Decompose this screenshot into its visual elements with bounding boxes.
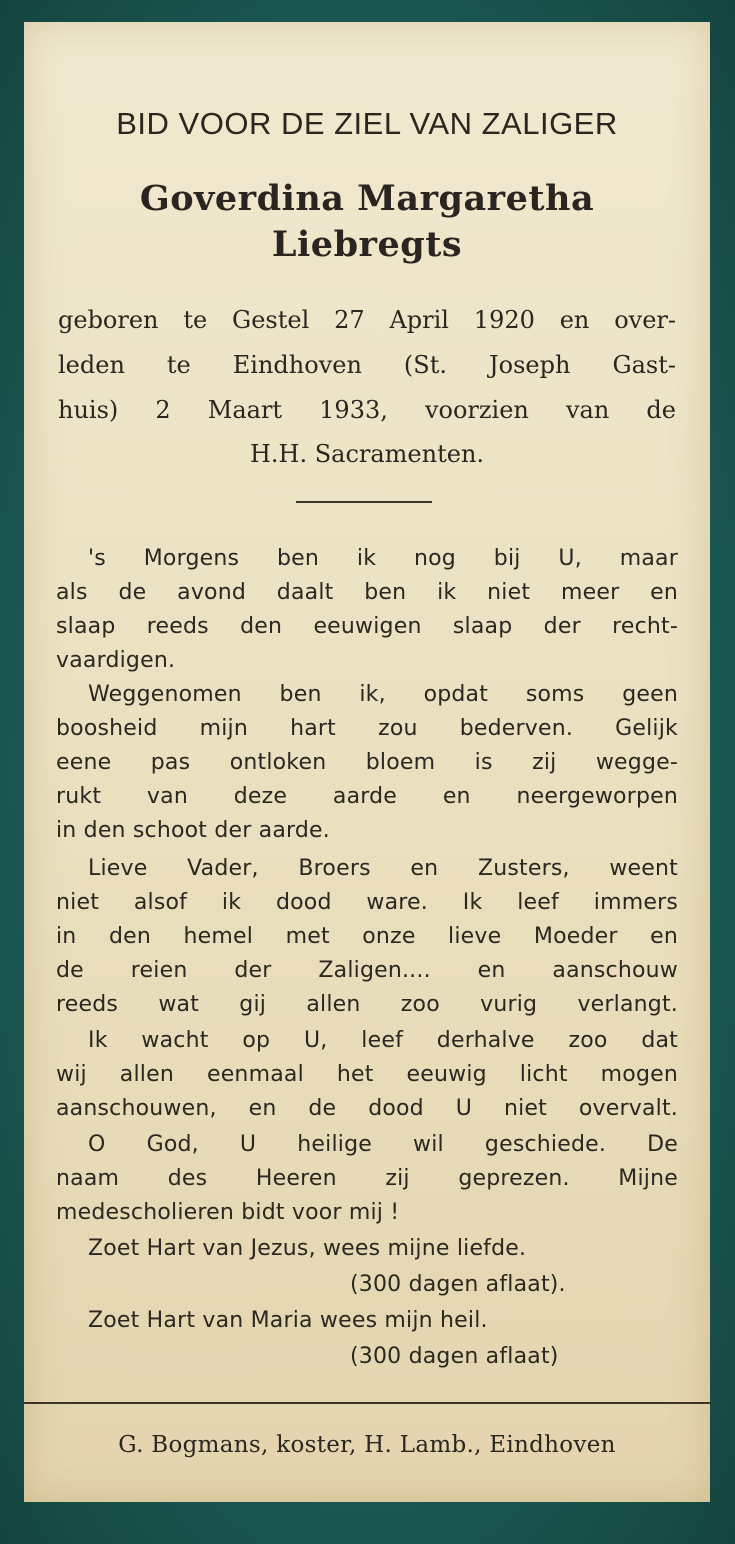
prayer-line: Zoet Hart van Jezus, wees mijne liefde. [88,1236,527,1261]
text-line: slaap reeds den eeuwigen slaap der recht- [56,614,678,639]
indulgence-line: (300 dagen aflaat) [350,1344,559,1369]
printer-credit: G. Bogmans, koster, H. Lamb., Eindhoven [118,1432,616,1458]
divider [296,501,432,503]
text-line: reeds wat gij allen zoo vurig verlangt. [56,992,678,1017]
text-line: naam des Heeren zij geprezen. Mijne [56,1166,678,1191]
indulgence-line: (300 dagen aflaat). [350,1272,566,1297]
text-line: O God, U heilige wil geschiede. De [88,1132,678,1157]
text-line: medescholieren bidt voor mij ! [56,1200,400,1225]
text-line: vaardigen. [56,648,176,673]
text-line: Lieve Vader, Broers en Zusters, weent [88,856,678,881]
prayer-line: Zoet Hart van Maria wees mijn heil. [88,1308,488,1333]
bio-line: geboren te Gestel 27 April 1920 en over- [58,306,676,334]
text-line: niet alsof ik dood ware. Ik leef immers [56,890,678,915]
footer-rule [24,1402,710,1404]
memorial-card [24,22,710,1502]
name-line-2: Liebregts [271,224,463,265]
text-line: in den schoot der aarde. [56,818,330,843]
text-line: rukt van deze aarde en neergeworpen [56,784,678,809]
text-line: in den hemel met onze lieve Moeder en [56,924,678,949]
text-line: boosheid mijn hart zou bederven. Gelijk [56,716,678,741]
text-line: 's Morgens ben ik nog bij U, maar [88,546,678,571]
bio-line: huis) 2 Maart 1933, voorzien van de [58,396,676,424]
name-line-1: Goverdina Margaretha [139,178,595,219]
bio-line: leden te Eindhoven (St. Joseph Gast- [58,351,676,379]
text-line: Ik wacht op U, leef derhalve zoo dat [88,1028,678,1053]
text-line: eene pas ontloken bloem is zij wegge- [56,750,678,775]
heading: BID VOOR DE ZIEL VAN ZALIGER [116,106,618,141]
bio-line: H.H. Sacramenten. [249,440,485,468]
text-line: wij allen eenmaal het eeuwig licht mogen [56,1062,678,1087]
text-line: de reien der Zaligen.... en aanschouw [56,958,678,983]
text-line: als de avond daalt ben ik niet meer en [56,580,678,605]
text-line: aanschouwen, en de dood U niet overvalt. [56,1096,678,1121]
text-line: Weggenomen ben ik, opdat soms geen [88,682,678,707]
